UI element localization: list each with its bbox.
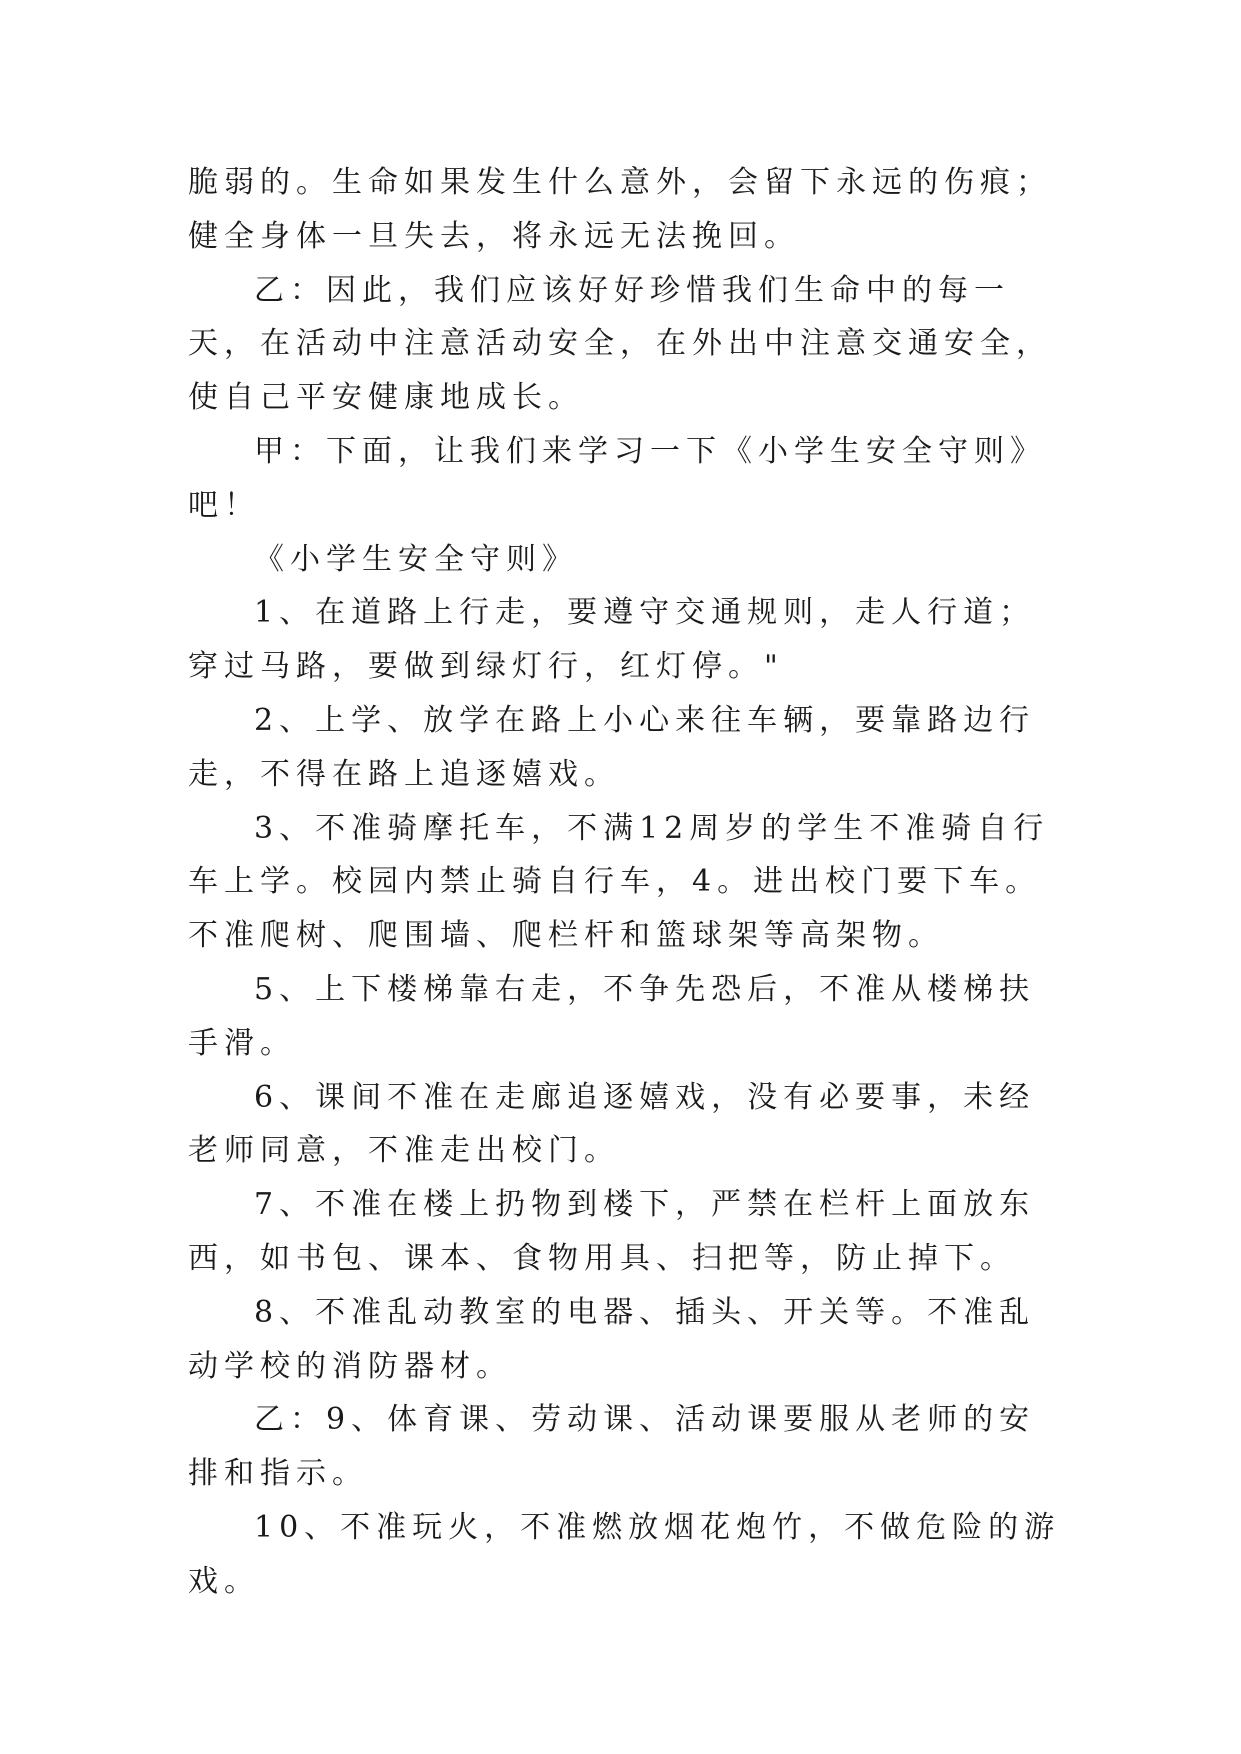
rule-item-10: 10、不准玩火，不准燃放烟花炮竹，不做危险的游戏。 [188,1509,1061,1599]
rule-item-9: 乙：9、体育课、劳动课、活动课要服从老师的安排和指示。 [188,1402,1036,1492]
rule-item-8: 8、不准乱动教室的电器、插头、开关等。不准乱动学校的消防器材。 [188,1294,1036,1384]
rules-title: 《小学生安全守则》 [254,541,578,577]
rule-item-7: 7、不准在楼上扔物到楼下，严禁在栏杆上面放东西，如书包、课本、食物用具、扫把等，防止掉下。 [188,1187,1036,1276]
rule-item-6: 6、课间不准在走廊追逐嬉戏，没有必要事，未经老师同意，不准走出校门。 [188,1079,1036,1169]
rule-item-2: 2、上学、放学在路上小心来往车辆，要靠路边行走，不得在路上追逐嬉戏。 [188,702,1036,792]
paragraph-yi-cherish-life: 乙：因此，我们应该好好珍惜我们生命中的每一天，在活动中注意活动安全，在外出中注意交通安全，使自己平安健康地成长。 [188,272,1052,416]
paragraph-jia-introduce-rules: 甲：下面，让我们来学习一下《小学生安全守则》吧！ [188,433,1046,523]
rule-item-3-4: 3、不准骑摩托车，不满12周岁的学生不准骑自行车上学。校园内禁止骑自行车，4。进出校门要下车。不准爬树、爬围墙、爬栏杆和篮球架等高架物。 [188,810,1050,954]
document-body [188,156,1068,1609]
rule-item-1: 1、在道路上行走，要遵守交通规则，走人行道；穿过马路，要做到绿灯行，红灯停。" [188,595,1036,685]
paragraph-intro-continuation: 脆弱的。生命如果发生什么意外，会留下永远的伤痕；健全身体一旦失去，将永远无法挽回。 [188,165,1052,254]
rule-item-5: 5、上下楼梯靠右走，不争先恐后，不准从楼梯扶手滑。 [188,971,1036,1061]
